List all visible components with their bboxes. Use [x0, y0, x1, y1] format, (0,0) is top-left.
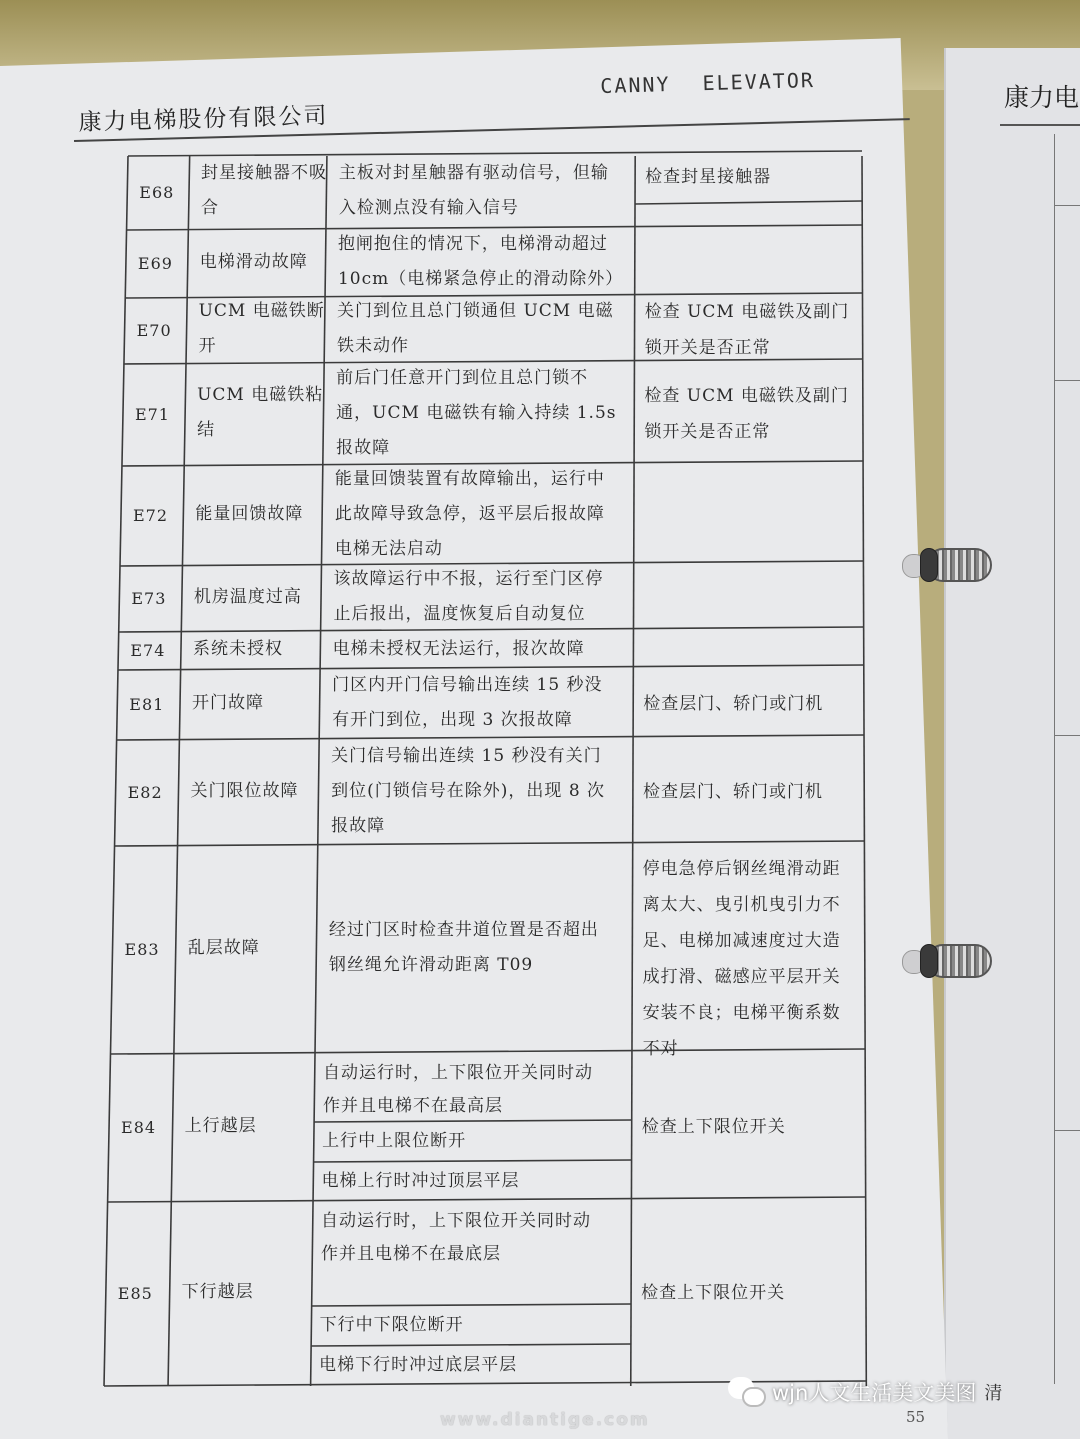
fault-cause: 前后门任意开门到位且总门锁不 — [336, 367, 589, 388]
fault-code: E70 — [136, 321, 172, 340]
fault-name: 关门限位故障 — [190, 780, 299, 801]
table-sub-divider — [314, 1160, 632, 1162]
fault-cause: 抱闸抱住的情况下，电梯滑动超过 — [337, 234, 608, 254]
fault-name: 机房温度过高 — [193, 586, 302, 607]
binder-ring-icon — [926, 944, 992, 978]
table-column-divider — [631, 156, 635, 1386]
fault-cause: 电梯无法启动 — [334, 538, 443, 559]
fault-code: E72 — [132, 506, 169, 525]
fault-cause: 10cm（电梯紧急停止的滑动除外） — [337, 269, 624, 289]
fault-cause: 上行中上限位断开 — [322, 1131, 467, 1151]
fault-cause: 到位(门锁信号在除外)，出现 8 次 — [331, 780, 606, 801]
fault-code: E69 — [137, 254, 173, 273]
fault-code: E68 — [139, 183, 175, 202]
source-url-watermark: www.diantige.com — [440, 1410, 650, 1430]
wechat-icon — [728, 1375, 768, 1409]
fault-cause: 报故障 — [336, 437, 391, 458]
table-sub-divider — [312, 1304, 631, 1306]
fault-code: E73 — [131, 589, 167, 608]
fault-cause: 经过门区时检查井道位置是否超出 — [328, 920, 599, 940]
fault-cause: 门区内开门信号输出连续 15 秒没 — [332, 675, 603, 695]
fault-name: 乱层故障 — [187, 937, 260, 958]
fault-cause: 作并且电梯不在最高层 — [323, 1096, 503, 1116]
fault-cause: 作并且电梯不在最底层 — [321, 1244, 502, 1264]
fault-action: 检查 UCM 电磁铁及副门 — [644, 302, 850, 322]
table-row-divider — [115, 841, 865, 846]
fault-code: E82 — [127, 783, 163, 802]
fault-cause: 入检测点没有输入信号 — [338, 198, 519, 218]
fault-cause: 主板对封星触器有驱动信号，但输 — [338, 163, 609, 183]
binder-ring-icon — [926, 548, 992, 582]
fault-cause: 电梯下行时冲过底层平层 — [319, 1355, 518, 1375]
fault-action: 检查层门、轿门或门机 — [643, 694, 824, 714]
fault-name: 上行越层 — [184, 1115, 257, 1136]
fault-action: 锁开关是否正常 — [644, 338, 771, 358]
fault-cause: 钢丝绳允许滑动距离 T09 — [328, 955, 534, 975]
company-name: 康力电梯股份有限公司 — [78, 103, 329, 136]
fault-name: 电梯滑动故障 — [199, 251, 308, 272]
fault-action: 不对 — [642, 1039, 679, 1059]
table-column-divider — [311, 156, 327, 1386]
fault-action: 成打滑、磁感应平层开关 — [642, 967, 841, 987]
brand-name: CANNY ELEVATOR — [600, 68, 816, 98]
fault-name: 开门故障 — [192, 692, 264, 713]
fault-name: 系统未授权 — [192, 638, 283, 659]
watermark-tail: 清 — [984, 1383, 1003, 1404]
fault-action: 足、电梯加减速度过大造 — [642, 931, 841, 951]
fault-action: 安装不良；电梯平衡系数 — [642, 1003, 841, 1023]
fault-cause: 关门信号输出连续 15 秒没有关门 — [331, 745, 602, 766]
fault-code: E81 — [129, 695, 165, 714]
fault-cause: 有开门到位，出现 3 次报故障 — [332, 710, 573, 730]
fault-name: 结 — [197, 420, 216, 440]
table-row-divider — [110, 1049, 865, 1054]
fault-name: UCM 电磁铁粘 — [197, 385, 324, 405]
fault-action: 检查 UCM 电磁铁及副门 — [644, 386, 849, 406]
fault-cause: 铁未动作 — [337, 336, 410, 356]
table-row-divider — [635, 201, 862, 204]
table-border-right — [862, 156, 866, 1386]
table-sub-divider — [311, 1344, 631, 1346]
fault-cause: 自动运行时，上下限位开关同时动 — [321, 1211, 592, 1231]
fault-cause: 报故障 — [331, 815, 386, 836]
next-page-header: 康力电 — [1004, 83, 1080, 112]
fault-action: 离太大、曳引机曳引力不 — [642, 895, 841, 915]
fault-cause: 此故障导致急停，返平层后报故障 — [334, 503, 605, 524]
fault-code: E83 — [124, 940, 160, 959]
fault-cause: 通，UCM 电磁铁有输入持续 1.5s — [336, 402, 617, 423]
fault-code: E85 — [117, 1284, 153, 1303]
fault-action: 检查上下限位开关 — [641, 1283, 786, 1303]
fault-code: E84 — [121, 1118, 157, 1137]
fault-name: 封星接触器不吸 — [201, 163, 327, 183]
fault-code: E74 — [130, 641, 166, 660]
fault-name: 能量回馈故障 — [195, 503, 304, 524]
wechat-watermark — [728, 1370, 1002, 1414]
fault-name: UCM 电磁铁断 — [198, 301, 325, 321]
fault-action: 锁开关是否正常 — [644, 422, 771, 442]
fault-cause: 下行中下限位断开 — [319, 1315, 464, 1335]
fault-action: 检查封星接触器 — [645, 167, 772, 187]
fault-cause: 电梯上行时冲过顶层平层 — [321, 1171, 520, 1191]
fault-name: 合 — [201, 198, 219, 218]
fault-action: 检查层门、轿门或门机 — [642, 782, 823, 802]
fault-cause: 能量回馈装置有故障输出，运行中 — [334, 468, 605, 489]
fault-cause: 关门到位且总门锁通但 UCM 电磁 — [337, 301, 614, 321]
fault-name: 开 — [198, 336, 217, 356]
fault-name: 下行越层 — [181, 1281, 254, 1302]
page-number: 55 — [906, 1408, 926, 1426]
fault-cause: 止后报出，温度恢复后自动复位 — [333, 604, 586, 624]
fault-action: 停电急停后钢丝绳滑动距 — [642, 859, 841, 879]
fault-cause: 自动运行时，上下限位开关同时动 — [323, 1063, 593, 1083]
fault-action: 检查上下限位开关 — [641, 1117, 786, 1137]
fault-code: E71 — [134, 405, 170, 424]
watermark-text: wjn人文生活美文美图 — [772, 1381, 977, 1405]
fault-cause: 电梯未授权无法运行，报次故障 — [332, 638, 585, 659]
fault-cause: 该故障运行中不报，运行至门区停 — [333, 569, 604, 589]
